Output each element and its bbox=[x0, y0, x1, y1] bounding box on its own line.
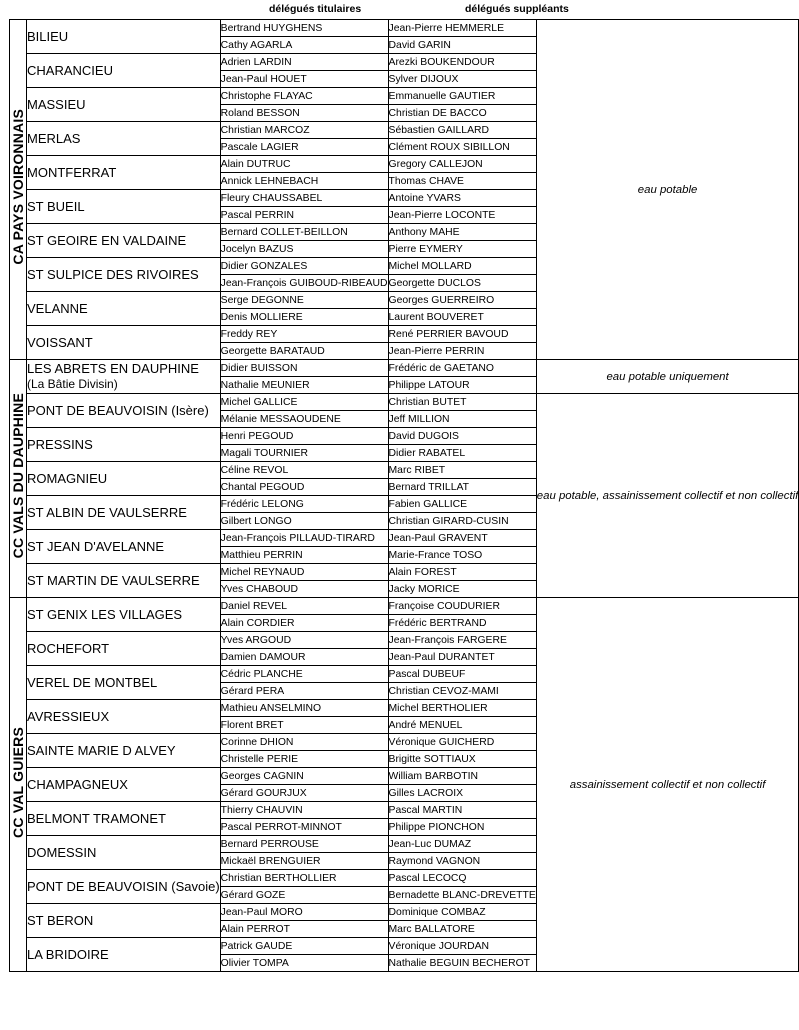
commune-cell bbox=[27, 768, 221, 802]
titulaire-cell: Roland BESSON bbox=[220, 105, 388, 122]
titulaire-cell: Mélanie MESSAOUDENE bbox=[220, 411, 388, 428]
commune-name: ROMAGNIEU bbox=[27, 470, 108, 486]
suppleant-cell: Frédéric de GAETANO bbox=[388, 360, 536, 377]
suppleant-cell: Sylver DIJOUX bbox=[388, 71, 536, 88]
commune-cell bbox=[27, 904, 221, 938]
titulaire-cell: Bertrand HUYGHENS bbox=[220, 20, 388, 37]
titulaire-cell: Georges CAGNIN bbox=[220, 768, 388, 785]
titulaire-cell: Alain CORDIER bbox=[220, 615, 388, 632]
commune-cell bbox=[27, 530, 221, 564]
commune-cell bbox=[27, 428, 221, 462]
titulaire-cell: Damien DAMOUR bbox=[220, 649, 388, 666]
titulaire-cell: Bernard PERROUSE bbox=[220, 836, 388, 853]
titulaire-cell: Jean-François PILLAUD-TIRARD bbox=[220, 530, 388, 547]
titulaire-cell: Christophe FLAYAC bbox=[220, 88, 388, 105]
competence-cell: eau potable uniquement bbox=[536, 360, 799, 394]
titulaire-cell: Jocelyn BAZUS bbox=[220, 241, 388, 258]
commune-name: ST GEOIRE EN VALDAINE bbox=[27, 232, 187, 248]
suppleant-cell: Jeff MILLION bbox=[388, 411, 536, 428]
suppleant-cell: Jean-Luc DUMAZ bbox=[388, 836, 536, 853]
titulaire-cell: Olivier TOMPA bbox=[220, 955, 388, 972]
suppleant-cell: Alain FOREST bbox=[388, 564, 536, 581]
titulaire-cell: Frédéric LELONG bbox=[220, 496, 388, 513]
titulaire-cell: Nathalie MEUNIER bbox=[220, 377, 388, 394]
titulaire-cell: Michel REYNAUD bbox=[220, 564, 388, 581]
titulaire-cell: Patrick GAUDE bbox=[220, 938, 388, 955]
titulaire-cell: Thierry CHAUVIN bbox=[220, 802, 388, 819]
commune-cell bbox=[27, 394, 221, 428]
competence-cell: eau potable, assainissement collectif et non collectif bbox=[536, 394, 799, 598]
suppleant-cell: Jean-François FARGERE bbox=[388, 632, 536, 649]
titulaire-cell: Gérard GOZE bbox=[220, 887, 388, 904]
titulaire-cell: Jean-Paul MORO bbox=[220, 904, 388, 921]
titulaire-cell: Didier GONZALES bbox=[220, 258, 388, 275]
commune-name: VEREL DE MONTBEL bbox=[27, 674, 158, 690]
commune-name: SAINTE MARIE D ALVEY bbox=[27, 742, 176, 758]
suppleant-cell: Clément ROUX SIBILLON bbox=[388, 139, 536, 156]
commune-cell bbox=[27, 122, 221, 156]
suppleant-cell: Georges GUERREIRO bbox=[388, 292, 536, 309]
group-cell bbox=[10, 598, 27, 972]
commune-name: LES ABRETS EN DAUPHINE bbox=[27, 361, 199, 376]
commune-name: CHAMPAGNEUX bbox=[27, 776, 128, 792]
commune-name: DOMESSIN bbox=[27, 844, 97, 860]
commune-cell bbox=[27, 564, 221, 598]
suppleant-cell: Sébastien GAILLARD bbox=[388, 122, 536, 139]
header-suppleants: délégués suppléants bbox=[465, 3, 569, 15]
group-cell bbox=[10, 360, 27, 598]
suppleant-cell: Véronique JOURDAN bbox=[388, 938, 536, 955]
commune-cell bbox=[27, 292, 221, 326]
suppleant-cell: Didier RABATEL bbox=[388, 445, 536, 462]
delegates-table bbox=[9, 19, 799, 972]
table-row bbox=[10, 394, 799, 411]
commune-cell bbox=[27, 190, 221, 224]
commune-cell bbox=[27, 156, 221, 190]
titulaire-cell: Serge DEGONNE bbox=[220, 292, 388, 309]
commune-name: ST SULPICE DES RIVOIRES bbox=[27, 266, 199, 282]
suppleant-cell: Dominique COMBAZ bbox=[388, 904, 536, 921]
titulaire-cell: Michel GALLICE bbox=[220, 394, 388, 411]
suppleant-cell: Jacky MORICE bbox=[388, 581, 536, 598]
table-row bbox=[10, 360, 799, 377]
titulaire-cell: Pascale LAGIER bbox=[220, 139, 388, 156]
suppleant-cell: Jean-Pierre HEMMERLE bbox=[388, 20, 536, 37]
suppleant-cell: Emmanuelle GAUTIER bbox=[388, 88, 536, 105]
suppleant-cell: David GARIN bbox=[388, 37, 536, 54]
commune-name: BELMONT TRAMONET bbox=[27, 810, 166, 826]
competence-cell: eau potable bbox=[536, 20, 799, 360]
suppleant-cell: Christian DE BACCO bbox=[388, 105, 536, 122]
header-titulaires: délégués titulaires bbox=[269, 3, 362, 15]
delegates-table-body bbox=[10, 20, 799, 972]
group-name: CC VAL GUIERS bbox=[10, 726, 26, 838]
suppleant-cell: Pascal LECOCQ bbox=[388, 870, 536, 887]
commune-cell bbox=[27, 496, 221, 530]
suppleant-cell: Pascal DUBEUF bbox=[388, 666, 536, 683]
titulaire-cell: Cathy AGARLA bbox=[220, 37, 388, 54]
commune-cell bbox=[27, 802, 221, 836]
titulaire-cell: Gilbert LONGO bbox=[220, 513, 388, 530]
table-row bbox=[10, 20, 799, 37]
commune-cell bbox=[27, 462, 221, 496]
suppleant-cell: William BARBOTIN bbox=[388, 768, 536, 785]
titulaire-cell: Christelle PERIE bbox=[220, 751, 388, 768]
titulaire-cell: Bernard COLLET-BEILLON bbox=[220, 224, 388, 241]
titulaire-cell: Fleury CHAUSSABEL bbox=[220, 190, 388, 207]
suppleant-cell: Anthony MAHE bbox=[388, 224, 536, 241]
titulaire-cell: Magali TOURNIER bbox=[220, 445, 388, 462]
titulaire-cell: Christian MARCOZ bbox=[220, 122, 388, 139]
commune-cell bbox=[27, 326, 221, 360]
suppleant-cell: David DUGOIS bbox=[388, 428, 536, 445]
titulaire-cell: Denis MOLLIERE bbox=[220, 309, 388, 326]
suppleant-cell: Pierre EYMERY bbox=[388, 241, 536, 258]
commune-cell bbox=[27, 836, 221, 870]
commune-name: ST GENIX LES VILLAGES bbox=[27, 606, 183, 622]
commune-name: PONT DE BEAUVOISIN (Savoie) bbox=[27, 878, 220, 894]
suppleant-cell: Véronique GUICHERD bbox=[388, 734, 536, 751]
suppleant-cell: Christian BUTET bbox=[388, 394, 536, 411]
titulaire-cell: Alain PERROT bbox=[220, 921, 388, 938]
commune-name: VELANNE bbox=[27, 300, 88, 316]
table-row bbox=[10, 598, 799, 615]
titulaire-cell: Mickaël BRENGUIER bbox=[220, 853, 388, 870]
commune-cell bbox=[27, 224, 221, 258]
titulaire-cell: Jean-Paul HOUET bbox=[220, 71, 388, 88]
suppleant-cell: Pascal MARTIN bbox=[388, 802, 536, 819]
suppleant-cell: Jean-Pierre PERRIN bbox=[388, 343, 536, 360]
commune-name: ST BERON bbox=[27, 912, 94, 928]
titulaire-cell: Florent BRET bbox=[220, 717, 388, 734]
titulaire-cell: Gérard GOURJUX bbox=[220, 785, 388, 802]
commune-cell bbox=[27, 870, 221, 904]
suppleant-cell: Christian CEVOZ-MAMI bbox=[388, 683, 536, 700]
commune-name: BILIEU bbox=[27, 28, 69, 44]
suppleant-cell: Françoise COUDURIER bbox=[388, 598, 536, 615]
titulaire-cell: Gérard PERA bbox=[220, 683, 388, 700]
suppleant-cell: Christian GIRARD-CUSIN bbox=[388, 513, 536, 530]
suppleant-cell: Jean-Paul DURANTET bbox=[388, 649, 536, 666]
titulaire-cell: Didier BUISSON bbox=[220, 360, 388, 377]
suppleant-cell: René PERRIER BAVOUD bbox=[388, 326, 536, 343]
commune-name: AVRESSIEUX bbox=[27, 708, 110, 724]
commune-subname: (La Bâtie Divisin) bbox=[27, 377, 118, 391]
suppleant-cell: Fabien GALLICE bbox=[388, 496, 536, 513]
commune-name: MASSIEU bbox=[27, 96, 86, 112]
suppleant-cell: Brigitte SOTTIAUX bbox=[388, 751, 536, 768]
suppleant-cell: Philippe LATOUR bbox=[388, 377, 536, 394]
suppleant-cell: Antoine YVARS bbox=[388, 190, 536, 207]
commune-name: PONT DE BEAUVOISIN (Isère) bbox=[27, 402, 209, 418]
commune-name: CHARANCIEU bbox=[27, 62, 113, 78]
titulaire-cell: Georgette BARATAUD bbox=[220, 343, 388, 360]
suppleant-cell: Frédéric BERTRAND bbox=[388, 615, 536, 632]
titulaire-cell: Pascal PERRIN bbox=[220, 207, 388, 224]
suppleant-cell: Georgette DUCLOS bbox=[388, 275, 536, 292]
commune-name: PRESSINS bbox=[27, 436, 93, 452]
titulaire-cell: Adrien LARDIN bbox=[220, 54, 388, 71]
commune-cell bbox=[27, 360, 221, 394]
suppleant-cell: Michel BERTHOLIER bbox=[388, 700, 536, 717]
titulaire-cell: Pascal PERROT-MINNOT bbox=[220, 819, 388, 836]
suppleant-cell: Michel MOLLARD bbox=[388, 258, 536, 275]
commune-cell bbox=[27, 666, 221, 700]
competence-cell: assainissement collectif et non collectif bbox=[536, 598, 799, 972]
titulaire-cell: Matthieu PERRIN bbox=[220, 547, 388, 564]
titulaire-cell: Yves CHABOUD bbox=[220, 581, 388, 598]
suppleant-cell: Nathalie BEGUIN BECHEROT bbox=[388, 955, 536, 972]
commune-name: ST MARTIN DE VAULSERRE bbox=[27, 572, 200, 588]
titulaire-cell: Annick LEHNEBACH bbox=[220, 173, 388, 190]
titulaire-cell: Alain DUTRUC bbox=[220, 156, 388, 173]
commune-cell bbox=[27, 258, 221, 292]
commune-cell bbox=[27, 598, 221, 632]
titulaire-cell: Yves ARGOUD bbox=[220, 632, 388, 649]
commune-name: ST BUEIL bbox=[27, 198, 85, 214]
suppleant-cell: Bernard TRILLAT bbox=[388, 479, 536, 496]
group-name: CA PAYS VOIRONNAIS bbox=[10, 109, 26, 265]
titulaire-cell: Chantal PEGOUD bbox=[220, 479, 388, 496]
commune-cell bbox=[27, 700, 221, 734]
suppleant-cell: Marie-France TOSO bbox=[388, 547, 536, 564]
suppleant-cell: Thomas CHAVE bbox=[388, 173, 536, 190]
suppleant-cell: Bernadette BLANC-DREVETTE bbox=[388, 887, 536, 904]
suppleant-cell: Marc RIBET bbox=[388, 462, 536, 479]
commune-name: MONTFERRAT bbox=[27, 164, 117, 180]
commune-cell bbox=[27, 20, 221, 54]
suppleant-cell: Marc BALLATORE bbox=[388, 921, 536, 938]
suppleant-cell: Gilles LACROIX bbox=[388, 785, 536, 802]
titulaire-cell: Freddy REY bbox=[220, 326, 388, 343]
commune-name: LA BRIDOIRE bbox=[27, 946, 109, 962]
commune-cell bbox=[27, 938, 221, 972]
suppleant-cell: Arezki BOUKENDOUR bbox=[388, 54, 536, 71]
suppleant-cell: André MENUEL bbox=[388, 717, 536, 734]
group-cell bbox=[10, 20, 27, 360]
suppleant-cell: Raymond VAGNON bbox=[388, 853, 536, 870]
titulaire-cell: Jean-François GUIBOUD-RIBEAUD bbox=[220, 275, 388, 292]
suppleant-cell: Jean-Paul GRAVENT bbox=[388, 530, 536, 547]
group-name: CC VALS DU DAUPHINE bbox=[10, 393, 26, 559]
commune-name: ST JEAN D'AVELANNE bbox=[27, 538, 165, 554]
suppleant-cell: Philippe PIONCHON bbox=[388, 819, 536, 836]
commune-cell bbox=[27, 734, 221, 768]
titulaire-cell: Christian BERTHOLLIER bbox=[220, 870, 388, 887]
suppleant-cell: Jean-Pierre LOCONTE bbox=[388, 207, 536, 224]
titulaire-cell: Corinne DHION bbox=[220, 734, 388, 751]
titulaire-cell: Henri PEGOUD bbox=[220, 428, 388, 445]
titulaire-cell: Cédric PLANCHE bbox=[220, 666, 388, 683]
suppleant-cell: Laurent BOUVERET bbox=[388, 309, 536, 326]
titulaire-cell: Céline REVOL bbox=[220, 462, 388, 479]
commune-name: MERLAS bbox=[27, 130, 81, 146]
titulaire-cell: Mathieu ANSELMINO bbox=[220, 700, 388, 717]
suppleant-cell: Gregory CALLEJON bbox=[388, 156, 536, 173]
titulaire-cell: Daniel REVEL bbox=[220, 598, 388, 615]
commune-cell bbox=[27, 54, 221, 88]
commune-name: ROCHEFORT bbox=[27, 640, 110, 656]
commune-cell bbox=[27, 88, 221, 122]
commune-name: ST ALBIN DE VAULSERRE bbox=[27, 504, 187, 520]
commune-name: VOISSANT bbox=[27, 334, 93, 350]
commune-cell bbox=[27, 632, 221, 666]
